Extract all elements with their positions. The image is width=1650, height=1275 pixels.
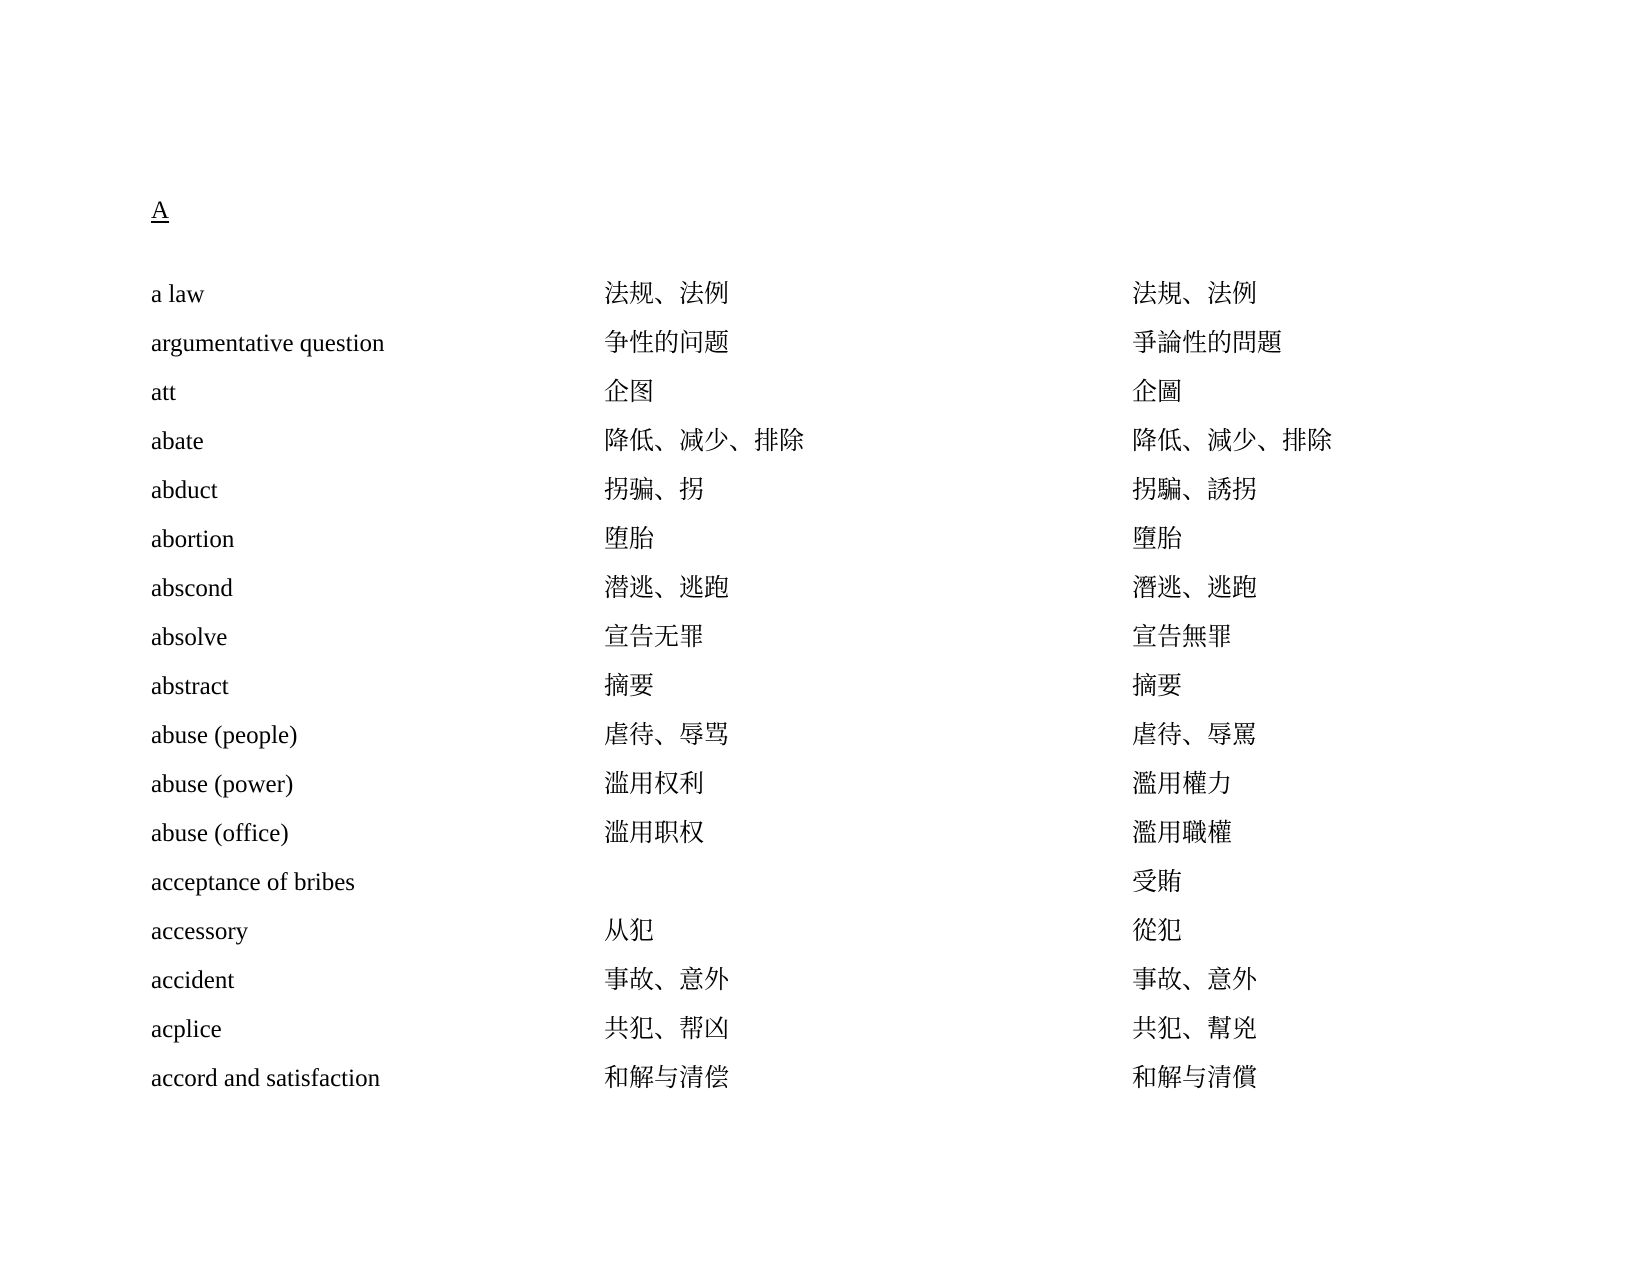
simplified-chinese-term: 滥用权利 bbox=[604, 771, 705, 798]
glossary-row bbox=[151, 819, 1551, 868]
glossary-row bbox=[151, 378, 1551, 427]
glossary-row bbox=[151, 966, 1551, 1015]
traditional-chinese-term: 爭論性的問題 bbox=[1132, 330, 1283, 357]
simplified-chinese-term: 企图 bbox=[604, 379, 655, 406]
traditional-chinese-term: 濫用職權 bbox=[1132, 820, 1233, 847]
english-term: abuse (office) bbox=[151, 820, 289, 847]
traditional-chinese-term: 宣告無罪 bbox=[1132, 624, 1233, 651]
glossary-row bbox=[151, 280, 1551, 329]
simplified-chinese-term: 摘要 bbox=[604, 673, 655, 700]
simplified-chinese-term: 堕胎 bbox=[604, 526, 655, 553]
glossary-row bbox=[151, 574, 1551, 623]
traditional-chinese-term: 虐待、辱罵 bbox=[1132, 722, 1258, 749]
traditional-chinese-term: 事故、意外 bbox=[1132, 967, 1258, 994]
english-term: att bbox=[151, 379, 176, 406]
traditional-chinese-term: 墮胎 bbox=[1132, 526, 1183, 553]
glossary-row bbox=[151, 623, 1551, 672]
english-term: a law bbox=[151, 281, 205, 308]
english-term: abuse (people) bbox=[151, 722, 298, 749]
english-term: accessory bbox=[151, 918, 249, 945]
glossary-row bbox=[151, 868, 1551, 917]
simplified-chinese-term: 从犯 bbox=[604, 918, 655, 945]
section-heading: A bbox=[151, 197, 170, 224]
glossary-row bbox=[151, 770, 1551, 819]
english-term: abscond bbox=[151, 575, 233, 602]
traditional-chinese-term: 共犯、幫兇 bbox=[1132, 1016, 1258, 1043]
glossary-row bbox=[151, 1064, 1551, 1113]
glossary-row bbox=[151, 329, 1551, 378]
traditional-chinese-term: 從犯 bbox=[1132, 918, 1183, 945]
english-term: acceptance of bribes bbox=[151, 869, 356, 896]
simplified-chinese-term: 降低、减少、排除 bbox=[604, 428, 805, 455]
simplified-chinese-term: 滥用职权 bbox=[604, 820, 705, 847]
traditional-chinese-term: 濫用權力 bbox=[1132, 771, 1233, 798]
simplified-chinese-term: 争性的问题 bbox=[604, 330, 730, 357]
traditional-chinese-term: 受賄 bbox=[1132, 869, 1183, 896]
glossary-row bbox=[151, 672, 1551, 721]
traditional-chinese-term: 企圖 bbox=[1132, 379, 1183, 406]
simplified-chinese-term: 法规、法例 bbox=[604, 281, 730, 308]
english-term: abate bbox=[151, 428, 204, 455]
glossary-row bbox=[151, 721, 1551, 770]
simplified-chinese-term: 共犯、帮凶 bbox=[604, 1016, 730, 1043]
english-term: abstract bbox=[151, 673, 229, 700]
english-term: abortion bbox=[151, 526, 235, 553]
english-term: accident bbox=[151, 967, 235, 994]
english-term: absolve bbox=[151, 624, 228, 651]
english-term: acplice bbox=[151, 1016, 222, 1043]
glossary-row bbox=[151, 1015, 1551, 1064]
simplified-chinese-term: 宣告无罪 bbox=[604, 624, 705, 651]
english-term: argumentative question bbox=[151, 330, 385, 357]
traditional-chinese-term: 和解与清償 bbox=[1132, 1065, 1258, 1092]
traditional-chinese-term: 拐騙、誘拐 bbox=[1132, 477, 1258, 504]
english-term: accord and satisfaction bbox=[151, 1065, 381, 1092]
simplified-chinese-term: 事故、意外 bbox=[604, 967, 730, 994]
simplified-chinese-term: 拐骗、拐 bbox=[604, 477, 705, 504]
glossary-row bbox=[151, 427, 1551, 476]
glossary-table bbox=[151, 280, 1551, 1113]
simplified-chinese-term: 虐待、辱骂 bbox=[604, 722, 730, 749]
traditional-chinese-term: 降低、減少、排除 bbox=[1132, 428, 1333, 455]
traditional-chinese-term: 法規、法例 bbox=[1132, 281, 1258, 308]
glossary-row bbox=[151, 476, 1551, 525]
simplified-chinese-term: 和解与清偿 bbox=[604, 1065, 730, 1092]
traditional-chinese-term: 潛逃、逃跑 bbox=[1132, 575, 1258, 602]
english-term: abuse (power) bbox=[151, 771, 294, 798]
glossary-row bbox=[151, 525, 1551, 574]
english-term: abduct bbox=[151, 477, 218, 504]
glossary-row bbox=[151, 917, 1551, 966]
traditional-chinese-term: 摘要 bbox=[1132, 673, 1183, 700]
simplified-chinese-term: 潜逃、逃跑 bbox=[604, 575, 730, 602]
